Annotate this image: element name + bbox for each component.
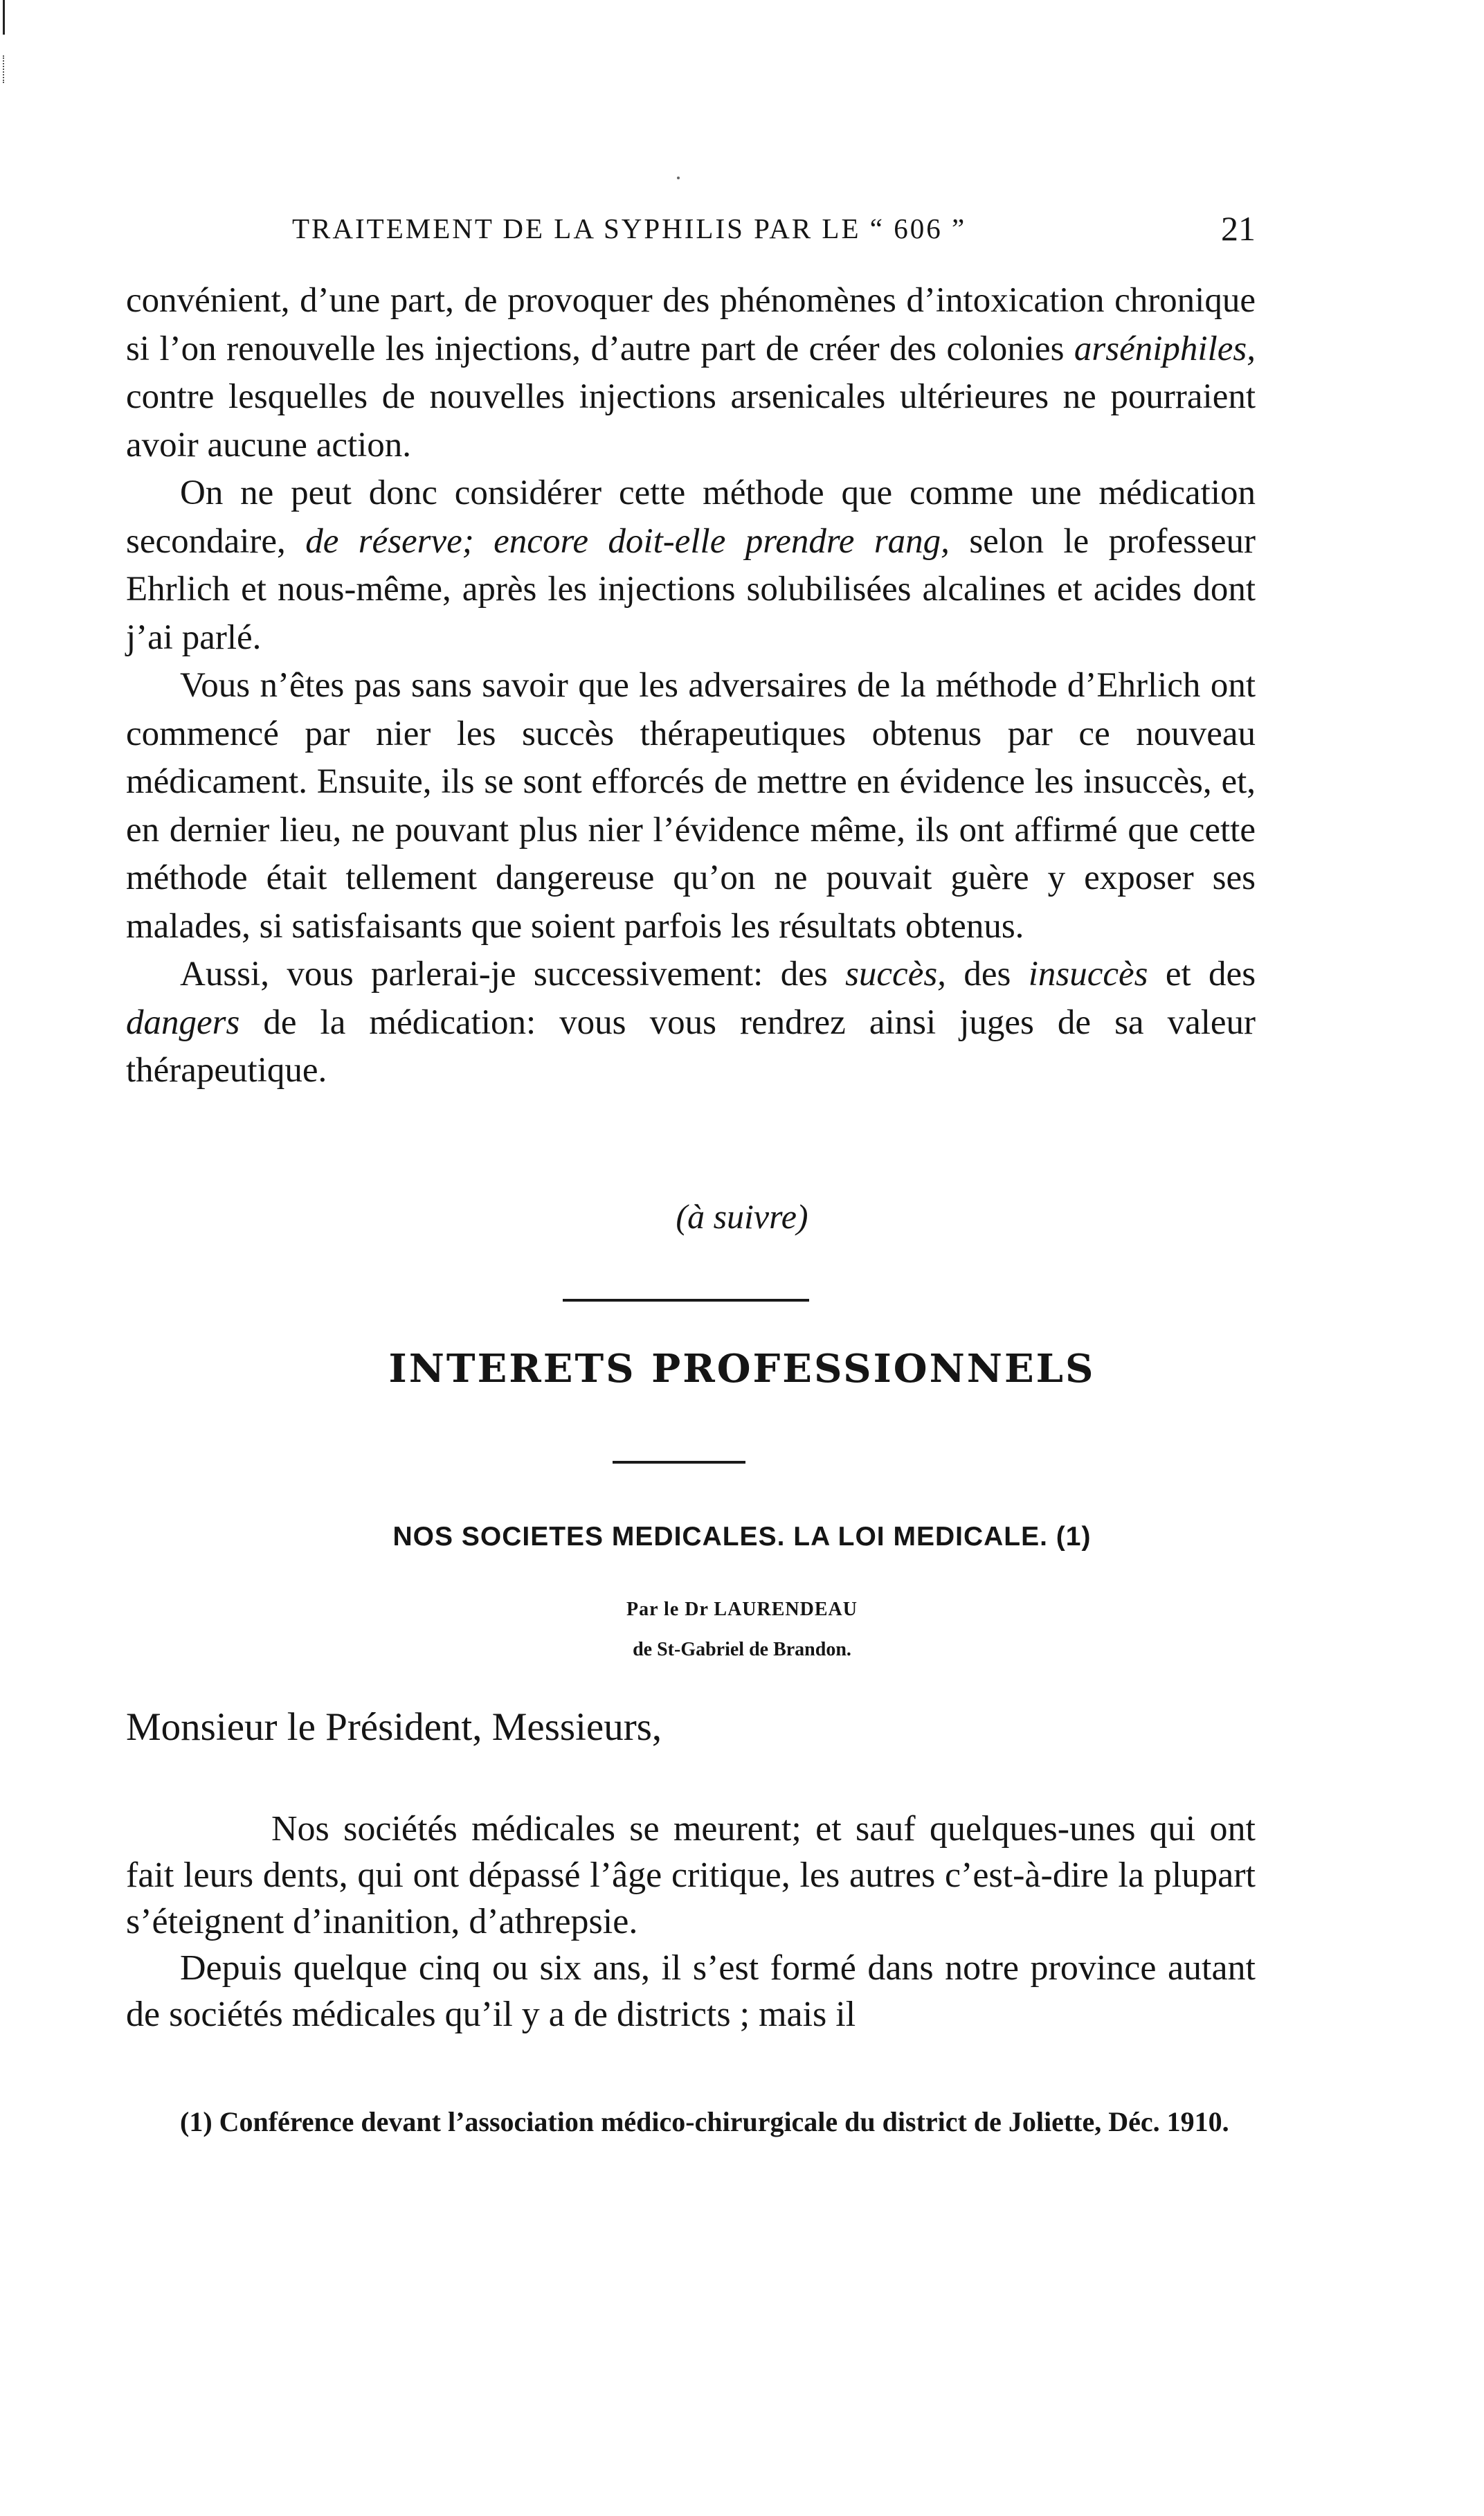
section-divider-top [563,1299,809,1302]
running-head: TRAITEMENT DE LA SYPHILIS PAR LE “ 606 ” [292,213,967,244]
to-be-continued: (à suivre) [676,1197,808,1236]
footnote-text: (1) Conférence devant l’association médico-chirurgicale du district de Joliette, Déc. 1910. [180,2106,1229,2137]
article-paragraph-1: Nos sociétés médicales se meurent; et sauf quelques-unes qui ont fait leurs dents, qui ont dépassé l’âge critique, les autres c’est-à-dire la plupart s’éteignent d’inanition, d’athrepsie. [126,1809,1256,1941]
salutation: Monsieur le Président, Messieurs, [126,1705,662,1749]
page-number: 21 [1221,209,1256,248]
body-paragraph-4: Aussi, vous parlerai-je successivement: des succès, des insuccès et des dangers de la médication: vous vous rendrez ainsi juges de sa valeur thérapeutique. [126,955,1256,1090]
body-text [126,277,1256,1095]
article-text [126,1806,1256,2038]
body-paragraph-1: convénient, d’une part, de provoquer des phénomènes d’intoxication chronique si l’on renouvelle les injections, d’autre part de créer des colonies arséniphiles, contre lesquelles de nouvelles injections arsenicales ultérieures ne pourraient avoir aucune action. [126,281,1256,465]
section-divider-bottom [613,1461,745,1464]
article-paragraph-2: Depuis quelque cinq ou six ans, il s’est formé dans notre province autant de sociétés médicales qu’il y a de districts ; mais il [126,1948,1256,2034]
section-title: INTERETS PROFESSIONNELS [388,1346,1096,1392]
page-header [126,208,1256,249]
print-speck [677,177,680,179]
margin-dots [3,55,6,83]
footnote [118,2108,1256,2137]
article-author-place: de St-Gabriel de Brandon. [633,1639,851,1660]
body-paragraph-3: Vous n’êtes pas sans savoir que les adversaires de la méthode d’Ehrlich ont commencé par nier les succès thérapeutiques obtenus par ce nouveau médicament. Ensuite, ils se sont efforcés de mettre en évidence les insuccès, et, en dernier lieu, ne pouvant plus nier l’évidence même, ils ont affirmé que cette méthode était tellement dangereuse qu’on ne pouvait guère y exposer ses malades, si satisfaisants que soient parfois les résultats obtenus. [126,666,1256,946]
body-paragraph-2: On ne peut donc considérer cette méthode que comme une médication secondaire, de réserve; encore doit-elle prendre rang, selon le professeur Ehrlich et nous-même, après les injections solubilisées alcalines et acides dont j’ai parlé. [126,474,1256,657]
article-title: NOS SOCIETES MEDICALES. LA LOI MEDICALE. (1) [392,1522,1092,1552]
margin-mark [3,0,5,35]
article-author: Par le Dr LAURENDEAU [626,1599,858,1620]
